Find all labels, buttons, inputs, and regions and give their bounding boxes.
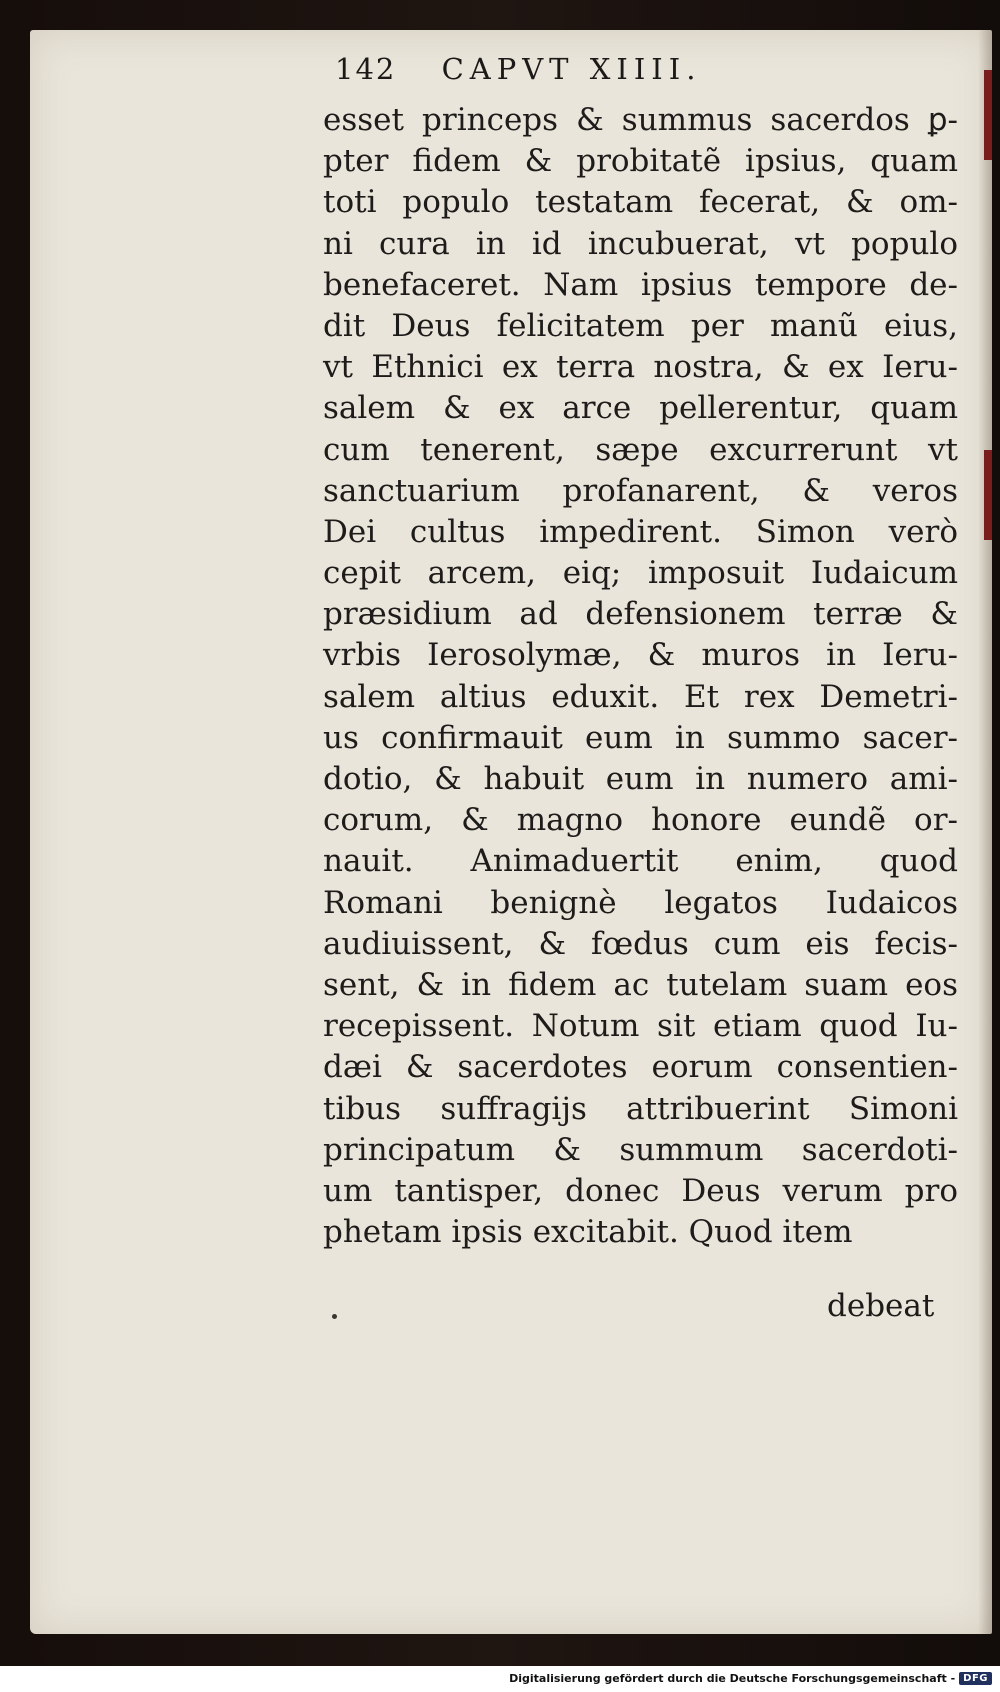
page-body-text <box>323 100 958 1253</box>
text-line: recepissent. Notum sit etiam quod Iu- <box>323 1008 958 1045</box>
text-line: salem altius eduxit. Et rex Demetri- <box>323 678 958 715</box>
text-line: esset princeps & summus sacerdos ꝑ- <box>323 102 958 138</box>
text-line: Romani benignè legatos Iudaicos <box>323 884 958 921</box>
ink-speck <box>332 1314 337 1319</box>
text-line: um tantisper, donec Deus verum pro <box>323 1172 958 1209</box>
text-line: salem & ex arce pellerentur, quam <box>323 390 958 427</box>
text-line: ni cura in id incubuerat, vt populo <box>323 225 958 262</box>
text-line: tibus suffragijs attribuerint Simoni <box>323 1090 958 1127</box>
text-line: sanctuarium profanarent, & veros <box>323 472 958 509</box>
text-line: nauit. Animaduertit enim, quod <box>323 843 958 880</box>
credit-text: Digitalisierung gefördert durch die Deutsche Forschungsgemeinschaft - <box>509 1671 956 1685</box>
text-line: cepit arcem, eiq; imposuit Iudaicum <box>323 555 958 592</box>
page-edge-shadow <box>978 30 992 1634</box>
text-line: pter fidem & probitatẽ ipsius, quam <box>323 143 958 180</box>
text-line: dit Deus felicitatem per manũ eius, <box>323 307 958 344</box>
text-line: toti populo testatam fecerat, & om- <box>323 184 958 221</box>
text-line: benefaceret. Nam ipsius tempore de- <box>323 266 958 303</box>
chapter-heading: CAPVT XIIII. <box>441 52 702 86</box>
text-line: phetam ipsis excitabit. Quod item <box>323 1214 853 1251</box>
dfg-logo-icon: DFG <box>959 1672 992 1685</box>
text-line: audiuissent, & fœdus cum eis fecis- <box>323 925 958 962</box>
catchword: debeat <box>827 1288 935 1324</box>
text-line: principatum & summum sacerdoti- <box>323 1131 958 1168</box>
digitization-credit <box>509 1669 992 1687</box>
running-head <box>335 52 701 86</box>
text-line: sent, & in fidem ac tutelam suam eos <box>323 966 958 1003</box>
text-line: us confirmauit eum in summo sacer- <box>323 719 958 756</box>
page-marker-tab <box>984 450 992 540</box>
text-line: dotio, & habuit eum in numero ami- <box>323 761 958 797</box>
text-line: corum, & magno honore eundẽ or- <box>323 802 958 839</box>
text-line: vrbis Ierosolymæ, & muros in Ieru- <box>323 637 958 674</box>
text-line: præsidium ad defensionem terræ & <box>323 596 958 633</box>
text-line: vt Ethnici ex terra nostra, & ex Ieru- <box>323 349 958 386</box>
text-line: cum tenerent, sæpe excurrerunt vt <box>323 431 958 468</box>
page-number: 142 <box>335 52 397 86</box>
text-line: dæi & sacerdotes eorum consentien- <box>323 1049 958 1086</box>
page-marker-tab <box>984 70 992 160</box>
text-line: Dei cultus impedirent. Simon verò <box>323 513 958 550</box>
